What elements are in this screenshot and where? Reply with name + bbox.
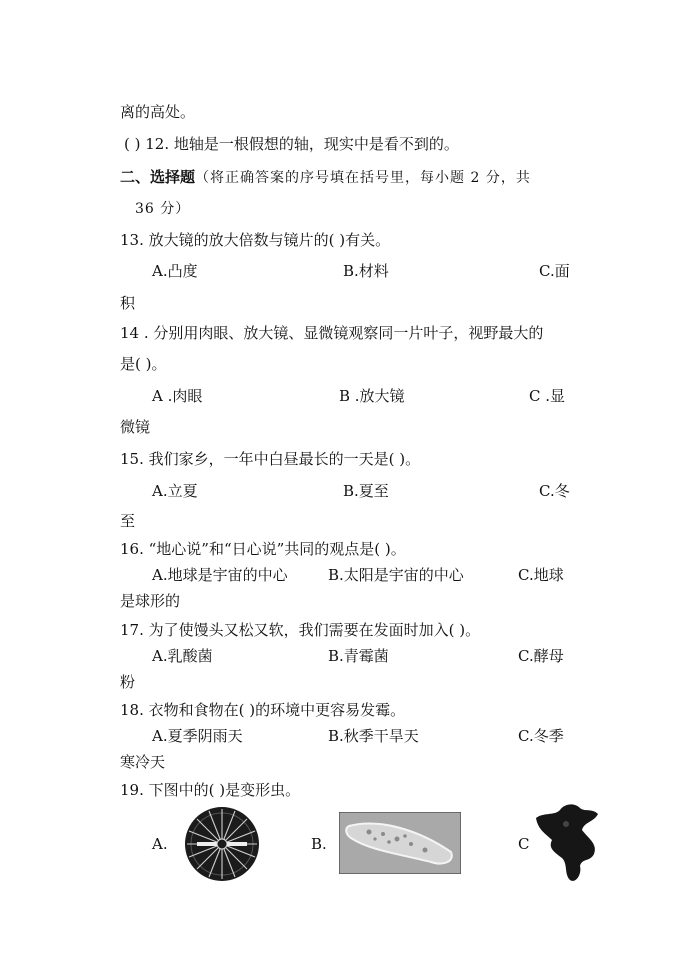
q16-option-b: B.太阳是宇宙的中心 xyxy=(328,566,464,584)
q15-option-b: B.夏至 xyxy=(343,482,389,500)
q14-option-c: C .显 xyxy=(529,387,566,405)
q16-option-c-cont: 是球形的 xyxy=(120,592,181,610)
amoeba-image xyxy=(532,800,604,886)
q14-option-b: B .放大镜 xyxy=(339,387,405,405)
text-line: 离的高处。 xyxy=(120,103,196,121)
section-2-hint-cont: 36 分） xyxy=(135,201,191,217)
q13-option-b: B.材料 xyxy=(343,262,389,280)
q17-option-c-cont: 粉 xyxy=(120,673,136,691)
question-18: 18. 衣物和食物在( )的环境中更容易发霉。 xyxy=(120,701,406,719)
question-19: 19. 下图中的( )是变形虫。 xyxy=(120,781,301,799)
q16-option-c: C.地球 xyxy=(518,566,564,584)
question-14-cont: 是( )。 xyxy=(120,355,167,373)
diatom-image xyxy=(183,805,261,883)
q19-option-a: A. xyxy=(152,835,168,853)
question-14: 14 . 分别用肉眼、放大镜、显微镜观察同一片叶子，视野最大的 xyxy=(120,324,544,342)
question-15: 15. 我们家乡，一年中白昼最长的一天是( )。 xyxy=(120,450,421,468)
q17-option-b: B.青霉菌 xyxy=(328,647,389,665)
q14-option-c-cont: 微镜 xyxy=(120,418,151,436)
q14-option-a: A .肉眼 xyxy=(152,387,203,405)
q18-option-a: A.夏季阴雨天 xyxy=(152,727,243,745)
q19-option-b: B. xyxy=(311,835,327,853)
q13-option-c: C.面 xyxy=(539,262,570,280)
q16-option-a: A.地球是宇宙的中心 xyxy=(152,566,288,584)
q15-option-c-cont: 至 xyxy=(120,512,136,530)
question-17: 17. 为了使馒头又松又软，我们需要在发面时加入( )。 xyxy=(120,621,481,639)
q15-option-c: C.冬 xyxy=(539,482,570,500)
q13-option-a: A.凸度 xyxy=(152,262,198,280)
q13-option-c-cont: 积 xyxy=(120,294,136,312)
q17-option-a: A.乳酸菌 xyxy=(152,647,213,665)
section-2-title: 二、选择题 xyxy=(120,168,196,186)
q18-option-b: B.秋季干旱天 xyxy=(328,727,419,745)
section-2-heading xyxy=(120,170,531,185)
q19-option-c: C xyxy=(518,835,530,853)
q18-option-c: C.冬季 xyxy=(518,727,564,745)
question-16: 16. “地心说”和“日心说”共同的观点是( )。 xyxy=(120,540,406,558)
q18-option-c-cont: 寒冷天 xyxy=(120,753,166,771)
q17-option-c: C.酵母 xyxy=(518,647,564,665)
section-2-hint: （将正确答案的序号填在括号里，每小题 2 分，共 xyxy=(195,170,531,186)
paramecium-image xyxy=(339,812,461,874)
question-13: 13. 放大镜的放大倍数与镜片的( )有关。 xyxy=(120,231,391,249)
q15-option-a: A.立夏 xyxy=(152,482,198,500)
question-12: ( ) 12. 地轴是一根假想的轴，现实中是看不到的。 xyxy=(124,135,459,153)
